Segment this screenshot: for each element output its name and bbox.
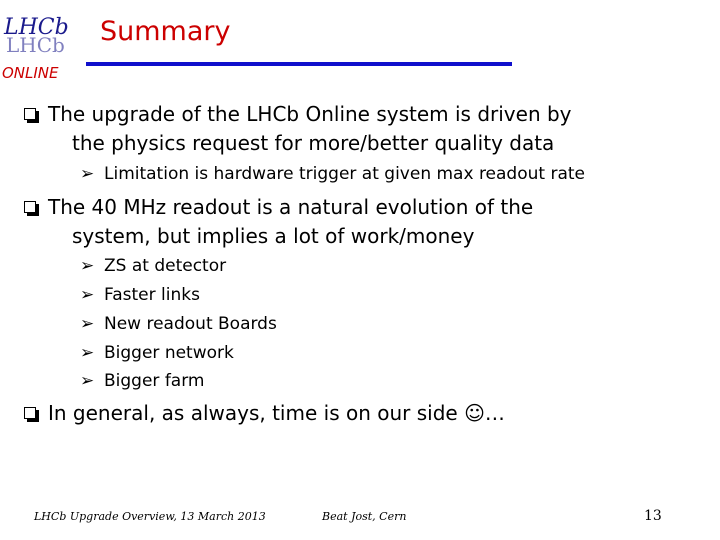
- bullet-text-line: The upgrade of the LHCb Online system is driven by: [48, 102, 572, 126]
- bullet-item: [24, 100, 694, 158]
- bullet-box-icon: [24, 407, 36, 419]
- bullet-text-line: system, but implies a lot of work/money: [72, 224, 475, 248]
- logo-text-online: ONLINE: [2, 64, 59, 82]
- bullet-text-line: the physics request for more/better quality data: [72, 131, 555, 155]
- arrow-bullet-icon: ➢: [80, 256, 95, 276]
- sub-bullet-item: [80, 339, 234, 368]
- sub-bullet-item: [80, 252, 226, 281]
- logo-text-lhcb-reflection: LHCb: [6, 33, 65, 57]
- page-title: Summary: [100, 16, 231, 47]
- bullet-box-icon: [24, 108, 36, 120]
- lhcb-online-logo: [0, 0, 90, 82]
- sub-bullet-text: Limitation is hardware trigger at given max readout rate: [104, 164, 585, 184]
- arrow-bullet-icon: ➢: [80, 343, 95, 363]
- bullet-item: [24, 193, 694, 251]
- sub-bullet-text: New readout Boards: [104, 314, 277, 334]
- sub-bullet-item: [80, 367, 204, 396]
- logo-graphic: [0, 0, 90, 82]
- page-number: 13: [644, 508, 662, 524]
- title-underline: [86, 62, 512, 66]
- bullet-text-line: In general, as always, time is on our side ☺…: [48, 401, 505, 425]
- sub-bullet-text: Faster links: [104, 285, 200, 305]
- arrow-bullet-icon: ➢: [80, 314, 95, 334]
- bullet-text-line: The 40 MHz readout is a natural evolution of the: [48, 195, 534, 219]
- logo-text-lhcb: LHCb: [4, 15, 69, 40]
- sub-bullet-text: Bigger farm: [104, 371, 205, 391]
- arrow-bullet-icon: ➢: [80, 164, 95, 184]
- sub-bullet-item: [80, 310, 277, 339]
- arrow-bullet-icon: ➢: [80, 371, 95, 391]
- footer-event: LHCb Upgrade Overview, 13 March 2013: [34, 510, 266, 523]
- sub-bullet-text: ZS at detector: [104, 256, 227, 276]
- sub-bullet-item: [80, 281, 200, 310]
- sub-bullet-text: Bigger network: [104, 343, 234, 363]
- bullet-item: [24, 399, 694, 428]
- footer-author: Beat Jost, Cern: [322, 510, 407, 523]
- sub-bullet-item: [80, 160, 585, 189]
- bullet-box-icon: [24, 201, 36, 213]
- arrow-bullet-icon: ➢: [80, 285, 95, 305]
